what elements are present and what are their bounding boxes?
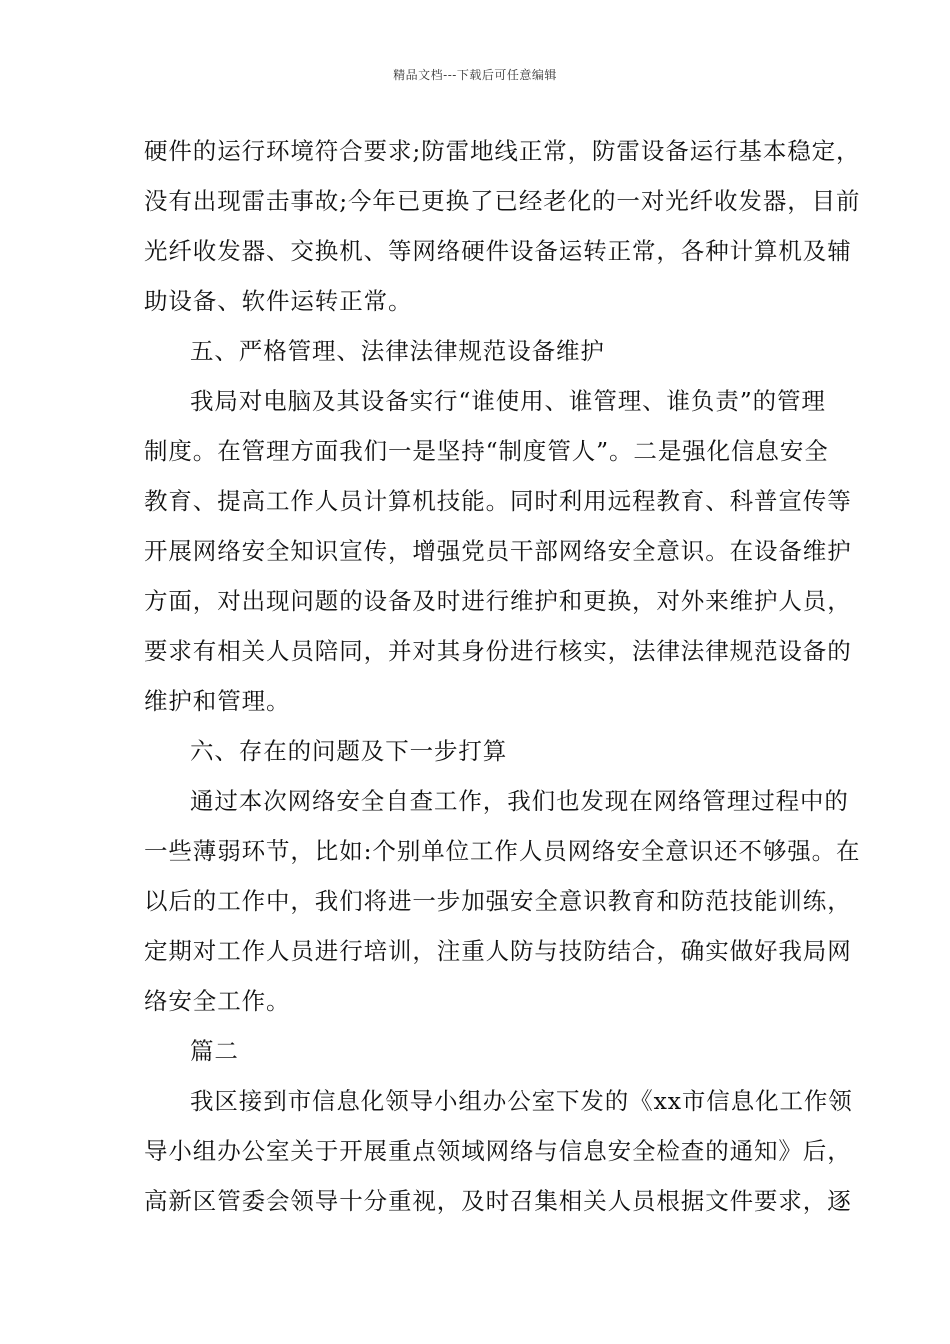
section-heading: 五、严格管理、法律法律规范设备维护	[190, 337, 605, 365]
paragraph-line: 通过本次网络安全自查工作，我们也发现在网络管理过程中的	[190, 787, 849, 815]
paragraph-line: 制度。在管理方面我们一是坚持“制度管人”。二是强化信息安全	[144, 437, 829, 465]
paragraph-line: 维护和管理。	[144, 687, 291, 715]
paragraph-line: 络安全工作。	[144, 987, 291, 1015]
paragraph-line: 定期对工作人员进行培训，注重人防与技防结合，确实做好我局网	[144, 937, 852, 965]
paragraph-line: 高新区管委会领导十分重视，及时召集相关人员根据文件要求，逐	[144, 1187, 852, 1215]
paragraph-line: 开展网络安全知识宣传，增强党员干部网络安全意识。在设备维护	[144, 537, 852, 565]
paragraph-line: 一些薄弱环节，比如:个别单位工作人员网络安全意识还不够强。在	[144, 837, 861, 865]
section-heading: 六、存在的问题及下一步打算	[190, 737, 508, 765]
section-heading: 篇二	[190, 1037, 239, 1065]
paragraph-line: 没有出现雷击事故;今年已更换了已经老化的一对光纤收发器，目前	[144, 187, 861, 215]
paragraph-line: 要求有相关人员陪同，并对其身份进行核实，法律法律规范设备的	[144, 637, 852, 665]
paragraph-line: 导小组办公室关于开展重点领域网络与信息安全检查的通知》后，	[144, 1137, 852, 1165]
paragraph-line: 我局对电脑及其设备实行“谁使用、谁管理、谁负责”的管理	[190, 387, 826, 415]
document-body	[144, 127, 861, 1227]
paragraph-line: 光纤收发器、交换机、等网络硬件设备运转正常，各种计算机及辅	[144, 237, 852, 265]
paragraph-line: 方面，对出现问题的设备及时进行维护和更换，对外来维护人员，	[144, 587, 852, 615]
page-header: 精品文档---下载后可任意编辑	[393, 68, 557, 82]
paragraph-line: 以后的工作中，我们将进一步加强安全意识教育和防范技能训练，	[144, 887, 852, 915]
paragraph-line: 我区接到市信息化领导小组办公室下发的《xx市信息化工作领	[190, 1087, 853, 1115]
paragraph-line: 硬件的运行环境符合要求;防雷地线正常，防雷设备运行基本稳定，	[144, 137, 861, 165]
paragraph-line: 助设备、软件运转正常。	[144, 287, 413, 315]
paragraph-line: 教育、提高工作人员计算机技能。同时利用远程教育、科普宣传等	[144, 487, 852, 515]
